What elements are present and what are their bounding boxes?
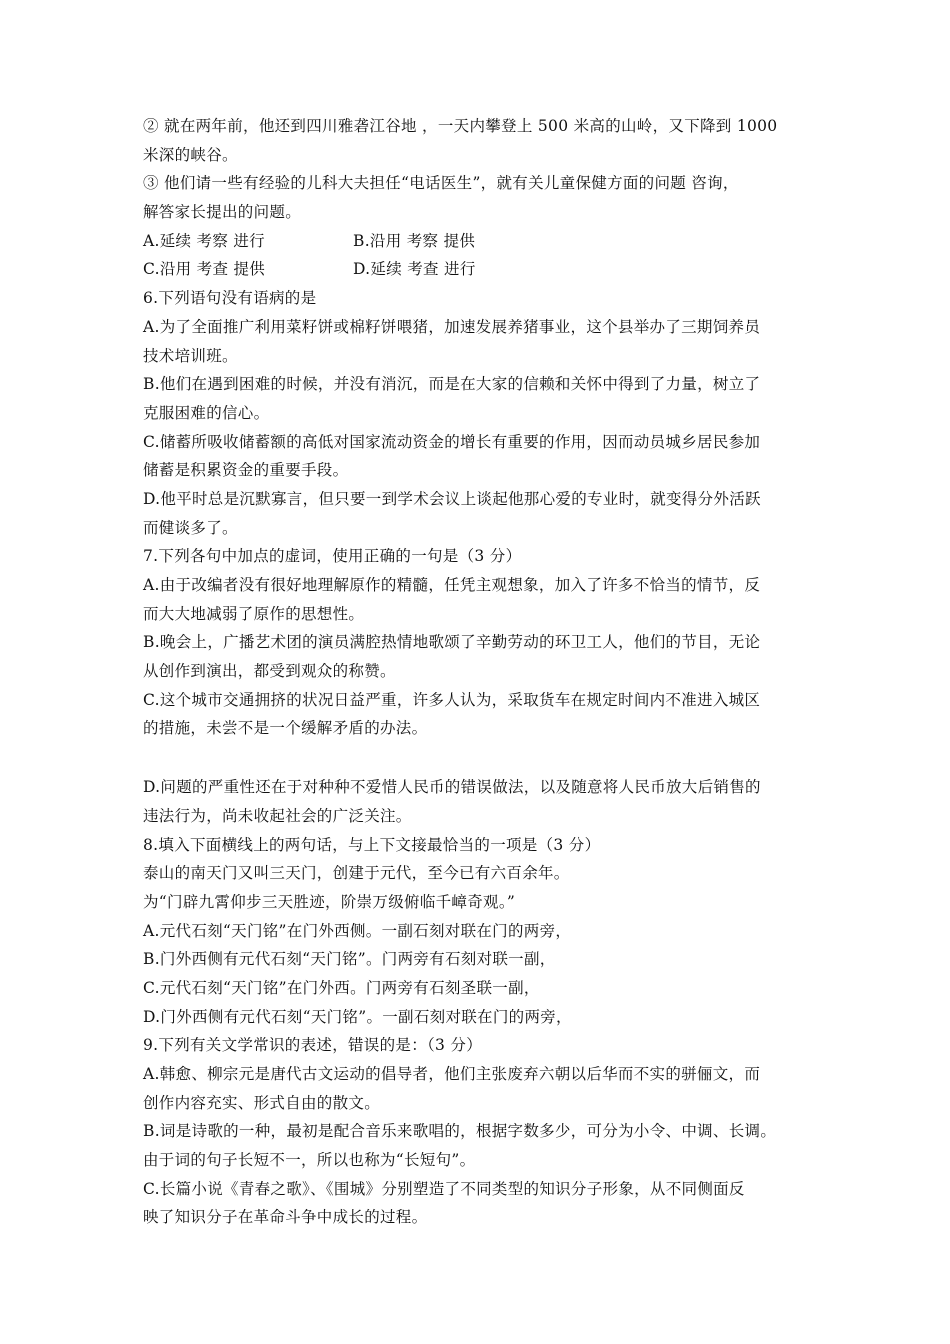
- q8-context-line-1: 泰山的南天门又叫三天门，创建于元代，至今已有六百余年。: [143, 864, 570, 883]
- q6-stem: 6.下列语句没有语病的是: [143, 289, 317, 308]
- q5-sentence-2-line-1: ② 就在两年前，他还到四川雅砻江谷地 ，一天内攀登上 500 米高的山岭，又下降到 1000: [143, 117, 778, 135]
- q8-stem: 8.填入下面横线上的两句话，与上下文接最恰当的一项是（3 分）: [143, 835, 601, 854]
- q7-option-b-line-1: B.晚会上，广播艺术团的演员满腔热情地歌颂了辛勤劳动的环卫工人，他们的节目，无论: [143, 633, 761, 652]
- q9-option-c-line-2: 映了知识分子在革命斗争中成长的过程。: [143, 1208, 428, 1227]
- q8-option-b: B.门外西侧有元代石刻“天门铭”。门两旁有石刻对联一副，: [143, 950, 556, 969]
- q5-option-c: C.沿用 考查 提供: [143, 260, 266, 279]
- q7-stem: 7.下列各句中加点的虚词，使用正确的一句是（3 分）: [143, 547, 522, 566]
- q8-option-a: A.元代石刻“天门铭”在门外西侧。一副石刻对联在门的两旁，: [143, 921, 572, 940]
- q9-stem: 9.下列有关文学常识的表述，错误的是：（3 分）: [143, 1036, 483, 1055]
- q6-option-d-line-1: D.他平时总是沉默寡言，但只要一到学术会议上谈起他那心爱的专业时，就变得分外活跃: [143, 489, 761, 508]
- q9-option-a-line-1: A.韩愈、柳宗元是唐代古文运动的倡导者，他们主张废弃六朝以后华而不实的骈俪文，而: [143, 1065, 761, 1083]
- q9-option-b-line-1: B.词是诗歌的一种，最初是配合音乐来歌唱的，根据字数多少，可分为小令、中调、长调。: [143, 1122, 777, 1141]
- q8-option-c: C.元代石刻“天门铭”在门外西。门两旁有石刻圣联一副，: [143, 978, 540, 997]
- q8-option-d: D.门外西侧有元代石刻“天门铭”。一副石刻对联在门的两旁，: [143, 1007, 572, 1026]
- q9-option-b-line-2: 由于词的句子长短不一，所以也称为“长短句”。: [143, 1151, 476, 1170]
- q5-option-d: D.延续 考查 进行: [353, 260, 476, 279]
- q5-sentence-3-line-2: 解答家长提出的问题。: [143, 203, 302, 222]
- q5-option-a: A.延续 考察 进行: [143, 231, 265, 250]
- q5-options-row-1: [143, 227, 811, 256]
- document-page: [143, 112, 811, 1232]
- q5-options-row-2: [143, 255, 811, 284]
- q7-option-d-line-2: 违法行为，尚未收起社会的广泛关注。: [143, 806, 412, 825]
- q9-option-c-line-1: C.长篇小说《青春之歌》、《围城》分别塑造了不同类型的知识分子形象，从不同侧面反: [143, 1179, 745, 1198]
- q5-option-b: B.沿用 考察 提供: [353, 231, 476, 250]
- q6-option-c-line-2: 储蓄是积累资金的重要手段。: [143, 461, 349, 480]
- q7-option-c-line-1: C.这个城市交通拥挤的状况日益严重，许多人认为，采取货车在规定时间内不准进入城区: [143, 690, 761, 709]
- q6-option-b-line-2: 克服困难的信心。: [143, 403, 270, 422]
- q7-option-c-line-2: 的措施，未尝不是一个缓解矛盾的办法。: [143, 719, 428, 738]
- q6-option-a-line-2: 技术培训班。: [143, 346, 238, 365]
- q7-option-a-line-1: A.由于改编者没有很好地理解原作的精髓，任凭主观想象，加入了许多不恰当的情节，反: [143, 576, 761, 594]
- q6-option-a-line-1: A.为了全面推广利用菜籽饼或棉籽饼喂猪，加速发展养猪事业，这个县举办了三期饲养员: [143, 317, 761, 336]
- q5-sentence-3-line-1: ③ 他们请一些有经验的儿科大夫担任“电话医生”，就有关儿童保健方面的问题 咨询，: [143, 174, 739, 193]
- q6-option-b-line-1: B.他们在遇到困难的时候，并没有消沉，而是在大家的信赖和关怀中得到了力量，树立了: [143, 375, 761, 394]
- q7-option-a-line-2: 而大大地减弱了原作的思想性。: [143, 604, 365, 623]
- q5-sentence-2-line-2: 米深的峡谷。: [143, 145, 238, 164]
- paragraph-gap: [143, 743, 811, 773]
- q6-option-c-line-1: C.储蓄所吸收储蓄额的高低对国家流动资金的增长有重要的作用，因而动员城乡居民参加: [143, 432, 761, 451]
- q9-option-a-line-2: 创作内容充实、形式自由的散文。: [143, 1093, 381, 1112]
- q8-context-line-2: 为“门辟九霄仰步三天胜迹，阶崇万级俯临千嶂奇观。”: [143, 892, 516, 911]
- q6-option-d-line-2: 而健谈多了。: [143, 518, 238, 537]
- q7-option-b-line-2: 从创作到演出，都受到观众的称赞。: [143, 662, 396, 681]
- q7-option-d-line-1: D.问题的严重性还在于对种种不爱惜人民币的错误做法，以及随意将人民币放大后销售的: [143, 778, 761, 797]
